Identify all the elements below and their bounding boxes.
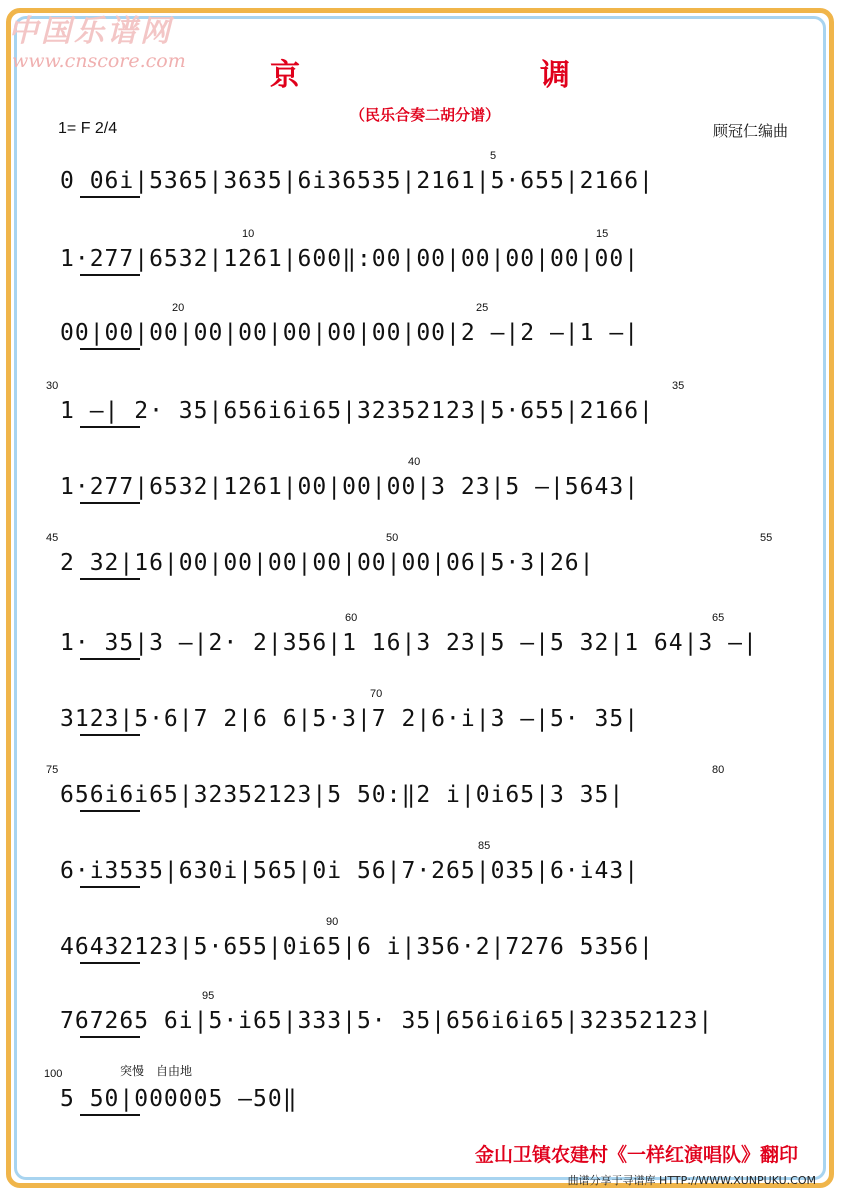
measure-number: 95 — [202, 990, 215, 1002]
score-line-notes: 0 06i|5365|3635|6i36535|2161|5·655|2166| — [60, 168, 654, 194]
score-line — [60, 150, 795, 200]
measure-number: 25 — [476, 302, 489, 314]
score-line — [60, 302, 795, 352]
beam-line — [80, 886, 140, 888]
footer-credit: 金山卫镇农建村《一样红演唱队》翻印 — [474, 1144, 798, 1166]
site-credit: 曲谱分享于寻谱库 HTTP://WWW.XUNPUKU.COM — [567, 1174, 816, 1187]
score-line-notes: 2 32|16|00|00|00|00|00|00|06|5·3|26| — [60, 550, 595, 576]
score-line-notes: 1· 35|3 —|2· 2|356|1 16|3 23|5 —|5 32|1 64|3 —| — [60, 630, 758, 656]
score-line — [60, 612, 795, 662]
measure-number: 100 — [44, 1068, 63, 1080]
measure-number: 20 — [172, 302, 185, 314]
measure-number: 80 — [712, 764, 725, 776]
measure-number: 5 — [490, 150, 497, 162]
score-line-notes: 46432123|5·655|0i65|6 i|356·2|7276 5356| — [60, 934, 654, 960]
beam-line — [80, 348, 140, 350]
score-line-notes: 5 50|000005 —50‖ — [60, 1086, 298, 1112]
score-line — [60, 688, 795, 738]
watermark-site-name: 中国乐谱网 — [8, 14, 173, 49]
measure-number: 65 — [712, 612, 725, 624]
measure-number: 60 — [345, 612, 358, 624]
beam-line — [80, 1114, 140, 1116]
score-line — [46, 764, 795, 814]
measure-number: 85 — [478, 840, 491, 852]
score-line — [60, 990, 795, 1040]
score-line-notes: 656i6i65|32352123|5 50:‖2 i|0i65|3 35| — [60, 782, 625, 808]
beam-line — [80, 196, 140, 198]
measure-number: 90 — [326, 916, 339, 928]
beam-line — [80, 962, 140, 964]
beam-line — [80, 502, 140, 504]
score-line-notes: 3123|5·6|7 2|6 6|5·3|7 2|6·i|3 —|5· 35| — [60, 706, 640, 732]
score-line-notes: 1 —| 2· 35|656i6i65|32352123|5·655|2166| — [60, 398, 654, 424]
page-title: 京 调 — [270, 58, 630, 93]
score-line — [46, 532, 795, 582]
measure-number: 55 — [760, 532, 773, 544]
score-line — [44, 1064, 795, 1118]
measure-number: 15 — [596, 228, 609, 240]
score-line — [46, 380, 795, 430]
beam-line — [80, 658, 140, 660]
watermark-url: www.cnscore.com — [12, 50, 186, 72]
tempo-annotation: 突慢 自由地 — [120, 1064, 193, 1078]
key-signature: 1= F 2/4 — [58, 120, 118, 137]
score-line — [60, 840, 795, 890]
measure-number: 45 — [46, 532, 59, 544]
beam-line — [80, 578, 140, 580]
score-line-notes: 6·i3535|630i|565|0i 56|7·265|035|6·i43| — [60, 858, 640, 884]
beam-line — [80, 810, 140, 812]
measure-number: 10 — [242, 228, 255, 240]
measure-number: 40 — [408, 456, 421, 468]
composer-credit: 顾冠仁编曲 — [712, 122, 788, 140]
beam-line — [80, 734, 140, 736]
measure-number: 50 — [386, 532, 399, 544]
score-line — [60, 916, 795, 966]
score-line-notes: 767265 6i|5·i65|333|5· 35|656i6i65|32352123| — [60, 1008, 714, 1034]
measure-number: 75 — [46, 764, 59, 776]
page-subtitle: （民乐合奏二胡分谱） — [349, 106, 500, 124]
score-line-notes: 00|00|00|00|00|00|00|00|00|2 —|2 —|1 —| — [60, 320, 640, 346]
beam-line — [80, 1036, 140, 1038]
beam-line — [80, 274, 140, 276]
score-line-notes: 1·277|6532|1261|00|00|00|3 23|5 —|5643| — [60, 474, 640, 500]
measure-number: 30 — [46, 380, 59, 392]
beam-line — [80, 426, 140, 428]
score-line — [60, 456, 795, 506]
score-line — [60, 228, 795, 278]
measure-number: 35 — [672, 380, 685, 392]
measure-number: 70 — [370, 688, 383, 700]
score-line-notes: 1·277|6532|1261|600‖:00|00|00|00|00|00| — [60, 246, 640, 272]
